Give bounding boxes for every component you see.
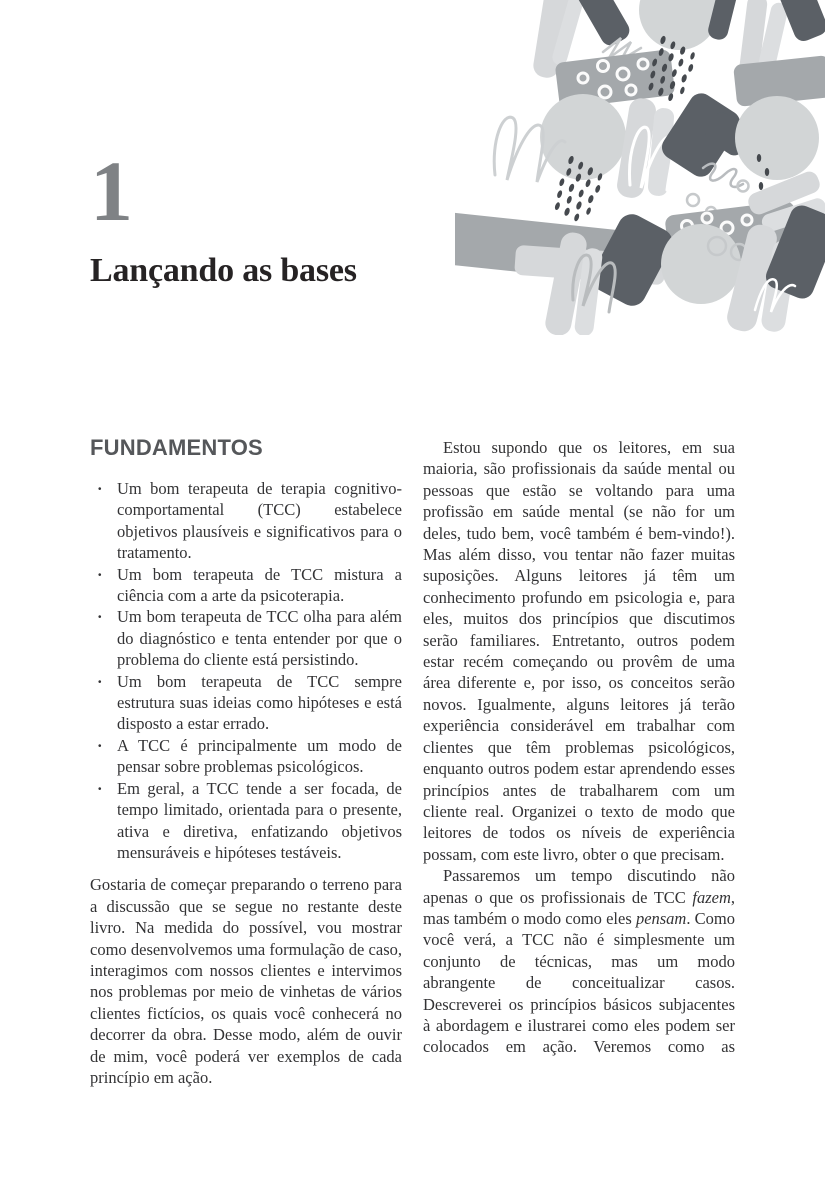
bullet-item: · Em geral, a TCC tende a ser focada, de tempo limitado, orientada para o presente, ativa e diretiva, enfatizando objetivos mensuráveis e hipóteses testáveis. (90, 778, 402, 864)
chapter-number: 1 (90, 143, 133, 239)
decorative-brush-collage-image (455, 0, 825, 335)
body-paragraph: Passaremos um tempo discutindo não apenas o que os profissionais de TCC fazem, mas também o modo como eles pensam. Como você verá, a TCC não é simplesmente um conjunto de técnicas, mas um modo abrangente de conceitualizar casos. Descreverei os princípios básicos subjacentes à abordagem e ilustrarei como eles podem ser colocados em ação. Veremos como as (423, 866, 736, 1057)
bullet-item: · Um bom terapeuta de TCC sempre estrutura suas ideias como hipóteses e está disposto a estar errado. (90, 671, 402, 735)
right-column (423, 437, 735, 1088)
fundamentos-bullet-list (90, 478, 402, 863)
bullet-item: · Um bom terapeuta de TCC olha para além do diagnóstico e tenta entender por que o problema do cliente está persistindo. (90, 606, 402, 670)
bullet-item: · Um bom terapeuta de TCC mistura a ciência com a arte da psicoterapia. (90, 564, 402, 607)
section-heading-fundamentos: FUNDAMENTOS (90, 435, 263, 460)
abstract-artwork-svg (455, 0, 825, 335)
body-paragraph: Estou supondo que os leitores, em sua maioria, são profissionais da saúde mental ou pessoas que estão se voltando para uma profissão em saúde mental (se não for um deles, tudo bem, você também é bem-vindo!). Mas além disso, vou tentar não fazer muitas suposições. Alguns leitores já têm um conhecimento profundo em psicologia e, para eles, muitos dos princípios que discutimos serão familiares. Entretanto, outros podem estar recém começando ou provêm de uma área diferente e, por isso, os conceitos serão novos. Igualmente, alguns leitores já terão experiência considerável em trabalhar com clientes que têm problemas psicológicos, enquanto outros podem estar aprendendo esses princípios antes de trabalharem com um cliente real. Organizei o texto de modo que leitores de todos os níveis de experiência possam, com este livro, obter o que precisam. (423, 438, 735, 864)
chapter-title: Lançando as bases (90, 252, 357, 289)
intro-paragraph: Gostaria de começar preparando o terreno para a discussão que se segue no restante deste livro. Na medida do possível, vou mostrar como desenvolvemos uma formulação de caso, interagimos com nossos clientes e intervimos nos problemas por meio de vinhetas de vários clientes fictícios, os quais você conhecerá no decorrer da obra. Desse modo, além de ouvir de mim, você poderá ver exemplos de cada princípio em ação. (90, 875, 402, 1087)
bullet-item: · A TCC é principalmente um modo de pensar sobre problemas psicológicos. (90, 735, 402, 778)
left-column (90, 437, 402, 1088)
bullet-item: · Um bom terapeuta de terapia cognitivo-comportamental (TCC) estabelece objetivos plausíveis e significativos para o tratamento. (90, 478, 402, 564)
body-columns (90, 437, 735, 1088)
